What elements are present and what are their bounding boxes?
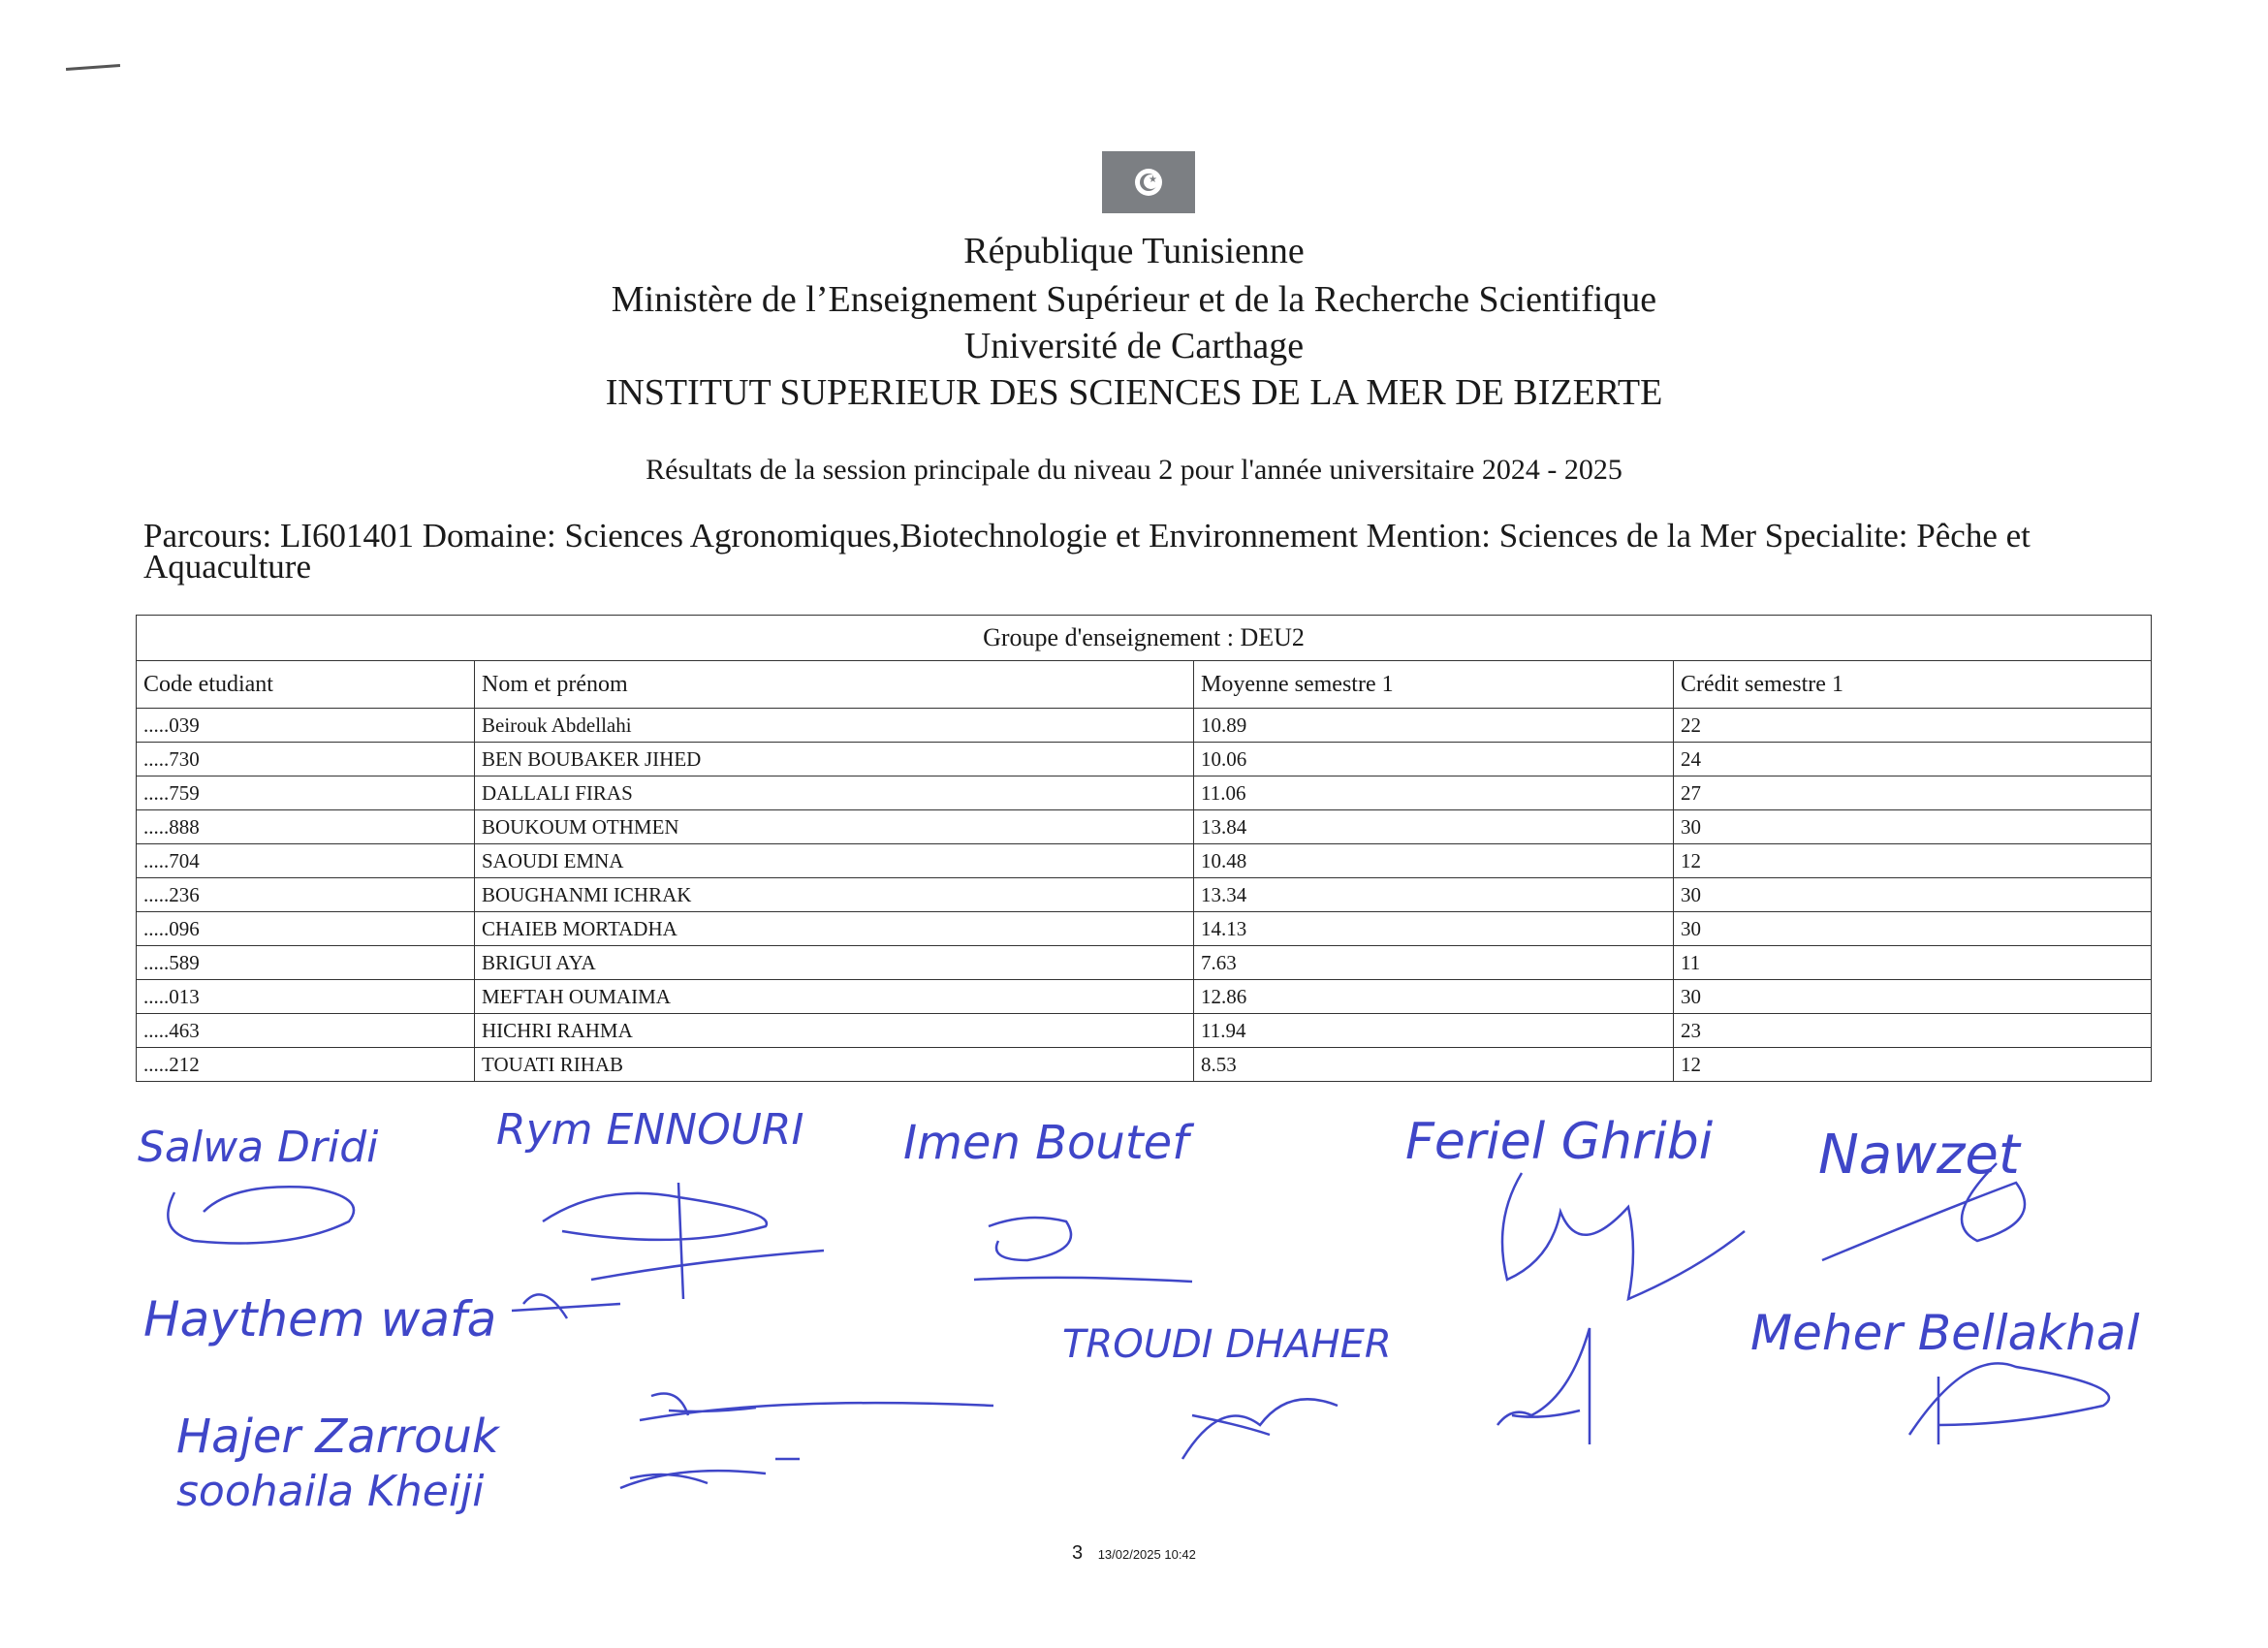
student-name: SAOUDI EMNA	[475, 844, 1194, 878]
signature-name: Nawzet	[1818, 1124, 2020, 1187]
average-semester-1: 14.13	[1194, 912, 1674, 946]
group-title: Groupe d'enseignement : DEU2	[137, 616, 2152, 661]
signature-mark	[543, 1183, 824, 1299]
average-semester-1: 13.34	[1194, 878, 1674, 912]
average-semester-1: 11.94	[1194, 1014, 1674, 1048]
student-code: .....236	[137, 878, 475, 912]
student-code: .....039	[137, 709, 475, 743]
average-semester-1: 7.63	[1194, 946, 1674, 980]
signature-mark	[512, 1294, 620, 1318]
signature-name: Imen Boutef	[903, 1116, 1189, 1170]
tunisia-flag-icon: ★	[1102, 151, 1195, 213]
page-footer	[1072, 1542, 1196, 1565]
column-header-average: Moyenne semestre 1	[1194, 661, 1674, 709]
column-header-code: Code etudiant	[137, 661, 475, 709]
average-semester-1: 10.06	[1194, 743, 1674, 776]
student-code: .....704	[137, 844, 475, 878]
credit-semester-1: 22	[1674, 709, 2152, 743]
signature-name: Hajer Zarrouk	[176, 1410, 499, 1464]
student-name: HICHRI RAHMA	[475, 1014, 1194, 1048]
student-name: MEFTAH OUMAIMA	[475, 980, 1194, 1014]
credit-semester-1: 30	[1674, 980, 2152, 1014]
column-header-credit: Crédit semestre 1	[1674, 661, 2152, 709]
signature-mark	[168, 1187, 354, 1243]
student-name: TOUATI RIHAB	[475, 1048, 1194, 1082]
credit-semester-1: 23	[1674, 1014, 2152, 1048]
student-code: .....463	[137, 1014, 475, 1048]
signature-mark	[620, 1459, 800, 1488]
average-semester-1: 10.48	[1194, 844, 1674, 878]
signature-mark	[1497, 1328, 1590, 1444]
signature-mark	[1502, 1173, 1745, 1299]
student-code: .....759	[137, 776, 475, 810]
signature-mark	[1909, 1363, 2109, 1444]
parcours-line: Parcours: LI601401 Domaine: Sciences Agronomiques,Biotechnologie et Environnement Mention: Sciences de la Mer Specialite: Pêche et Aquaculture	[143, 517, 2031, 586]
credit-semester-1: 30	[1674, 878, 2152, 912]
student-name: DALLALI FIRAS	[475, 776, 1194, 810]
header-country: République Tunisienne	[963, 231, 1305, 271]
page-number: 3	[1072, 1542, 1084, 1564]
average-semester-1: 12.86	[1194, 980, 1674, 1014]
signature-name: Rym ENNOURI	[496, 1105, 804, 1155]
credit-semester-1: 27	[1674, 776, 2152, 810]
student-code: .....730	[137, 743, 475, 776]
student-name: BEN BOUBAKER JIHED	[475, 743, 1194, 776]
signature-name: Haythem wafa	[143, 1291, 497, 1347]
student-name: BOUKOUM OTHMEN	[475, 810, 1194, 844]
student-name: CHAIEB MORTADHA	[475, 912, 1194, 946]
column-header-name: Nom et prénom	[475, 661, 1194, 709]
credit-semester-1: 30	[1674, 810, 2152, 844]
signature-mark	[974, 1218, 1192, 1282]
average-semester-1: 10.89	[1194, 709, 1674, 743]
credit-semester-1: 11	[1674, 946, 2152, 980]
student-name: BRIGUI AYA	[475, 946, 1194, 980]
student-name: Beirouk Abdellahi	[475, 709, 1194, 743]
signature-name: Salwa Dridi	[138, 1123, 379, 1172]
credit-semester-1: 30	[1674, 912, 2152, 946]
average-semester-1: 8.53	[1194, 1048, 1674, 1082]
student-code: .....888	[137, 810, 475, 844]
signature-mark	[1182, 1399, 1338, 1459]
signature-mark	[640, 1394, 993, 1421]
average-semester-1: 13.84	[1194, 810, 1674, 844]
header-institute: INSTITUT SUPERIEUR DES SCIENCES DE LA MER DE BIZERTE	[605, 372, 1663, 413]
student-name: BOUGHANMI ICHRAK	[475, 878, 1194, 912]
credit-semester-1: 12	[1674, 844, 2152, 878]
student-code: .....589	[137, 946, 475, 980]
signature-name: soohaila Kheiji	[176, 1467, 485, 1516]
print-timestamp: 13/02/2025 10:42	[1097, 1547, 1196, 1562]
signature-name: Meher Bellakhal	[1750, 1305, 2140, 1361]
signature-name: TROUDI DHAHER	[1062, 1322, 1392, 1367]
student-code: .....212	[137, 1048, 475, 1082]
credit-semester-1: 12	[1674, 1048, 2152, 1082]
average-semester-1: 11.06	[1194, 776, 1674, 810]
page-subtitle: Résultats de la session principale du niveau 2 pour l'année universitaire 2024 - 2025	[646, 454, 1622, 486]
signature-name: Feriel Ghribi	[1405, 1113, 1714, 1171]
credit-semester-1: 24	[1674, 743, 2152, 776]
student-code: .....013	[137, 980, 475, 1014]
header-ministry: Ministère de l’Enseignement Supérieur et de la Recherche Scientifique	[611, 279, 1657, 320]
header-university: Université de Carthage	[963, 326, 1305, 366]
student-code: .....096	[137, 912, 475, 946]
